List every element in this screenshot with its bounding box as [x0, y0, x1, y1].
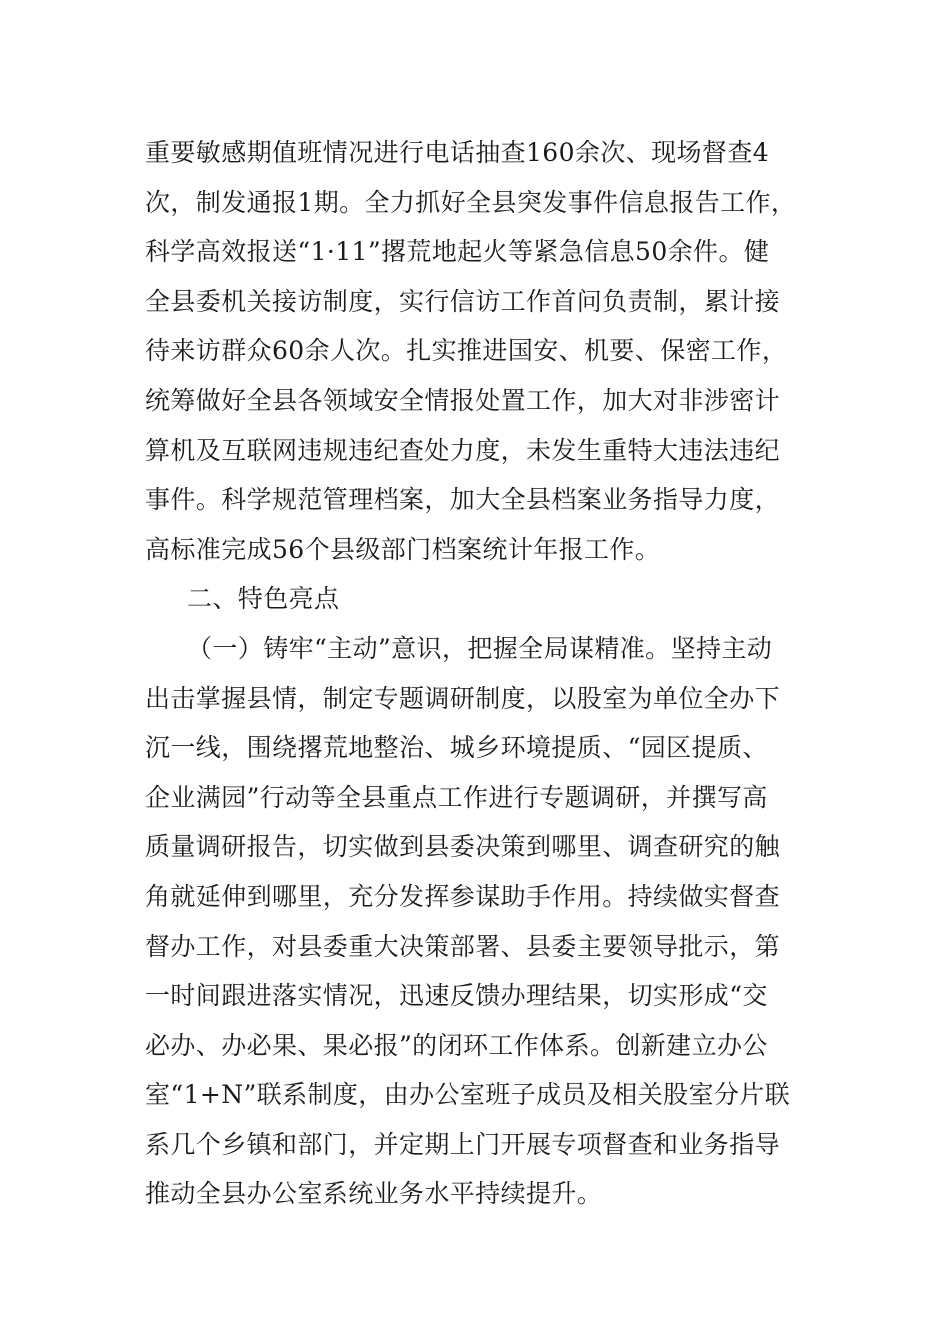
text-line: 质量调研报告，切实做到县委决策到哪里、调查研究的触 — [145, 832, 781, 862]
text-line: 室“1+N”联系制度，由办公室班子成员及相关股室分片联 — [145, 1080, 791, 1110]
text-line: 统筹做好全县各领域安全情报处置工作，加大对非涉密计 — [145, 385, 781, 415]
text-line: 角就延伸到哪里，充分发挥参谋助手作用。持续做实督查 — [145, 881, 781, 911]
section-heading: 二、特色亮点 — [187, 584, 340, 614]
body-text — [145, 128, 825, 1219]
text-line: 系几个乡镇和部门，并定期上门开展专项督查和业务指导 — [145, 1129, 781, 1159]
text-line: 企业满园”行动等全县重点工作进行专题调研，并撰写高 — [145, 782, 768, 812]
text-line: 推动全县办公室系统业务水平持续提升。 — [145, 1179, 603, 1209]
text-line: 一时间跟进落实情况，迅速反馈办理结果，切实形成“交 — [145, 981, 768, 1011]
subsection-paragraph-start: （一）铸牢“主动”意识，把握全局谋精准。坚持主动 — [187, 633, 773, 663]
text-line: 事件。科学规范管理档案，加大全县档案业务指导力度， — [145, 485, 781, 515]
text-line: 督办工作，对县委重大决策部署、县委主要领导批示，第 — [145, 931, 781, 961]
text-line: 次，制发通报1期。全力抓好全县突发事件信息报告工作， — [145, 187, 797, 217]
text-line: 算机及互联网违规违纪查处力度，未发生重特大违法违纪 — [145, 435, 781, 465]
text-line: 出击掌握县情，制定专题调研制度，以股室为单位全办下 — [145, 683, 781, 713]
text-line: 重要敏感期值班情况进行电话抽查160余次、现场督查4 — [145, 138, 770, 167]
text-line: 高标准完成56个县级部门档案统计年报工作。 — [145, 534, 661, 564]
text-line: 必办、办必果、果必报”的闭环工作体系。创新建立办公 — [145, 1030, 768, 1060]
text-line: 沉一线，围绕撂荒地整治、城乡环境提质、“园区提质、 — [145, 733, 768, 763]
text-line: 全县委机关接访制度，实行信访工作首问负责制，累计接 — [145, 286, 781, 316]
text-line: 科学高效报送“1·11”撂荒地起火等紧急信息50余件。健 — [145, 237, 770, 267]
text-line: 待来访群众60余人次。扎实推进国安、机要、保密工作， — [145, 336, 788, 366]
